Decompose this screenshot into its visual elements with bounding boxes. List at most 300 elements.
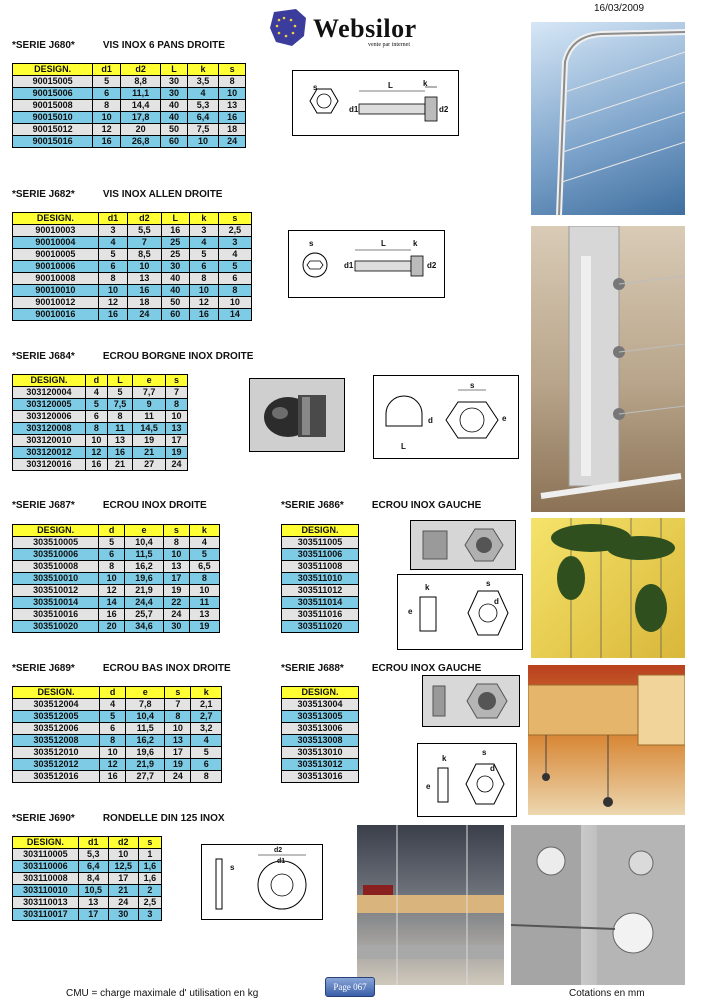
table-cell: 10 <box>218 297 251 309</box>
table-cell: 26,8 <box>121 136 161 148</box>
table-cell: 303511012 <box>282 585 359 597</box>
table-cell: 18 <box>219 124 246 136</box>
column-header: d1 <box>93 64 121 76</box>
table-cell: 303512016 <box>13 771 100 783</box>
logo: Websilor <box>313 14 417 43</box>
table-cell: 20 <box>99 621 125 633</box>
table-cell: 303510016 <box>13 609 99 621</box>
table-cell: 303110017 <box>13 909 79 921</box>
column-header: s <box>166 375 188 387</box>
column-header: d2 <box>108 837 138 849</box>
table-row <box>13 549 220 561</box>
table-cell: 303120008 <box>13 423 86 435</box>
table-cell: 20 <box>121 124 161 136</box>
table-cell: 50 <box>161 124 188 136</box>
table-cell: 8 <box>218 285 251 297</box>
table-cell: 8,4 <box>78 873 108 885</box>
table-row <box>13 909 162 921</box>
table-cell: 13 <box>189 609 219 621</box>
diagram-label: e <box>426 782 431 791</box>
table-cell: 5 <box>191 747 222 759</box>
table-cell: 303511014 <box>282 597 359 609</box>
table-cell: 3 <box>190 225 219 237</box>
table-cell: 13 <box>128 273 161 285</box>
table-row <box>13 711 222 723</box>
table-cell: 12 <box>100 759 126 771</box>
table-cell: 19 <box>189 621 219 633</box>
table-cell: 16 <box>219 112 246 124</box>
table-cell: 90010008 <box>13 273 99 285</box>
table-cell: 11,1 <box>121 88 161 100</box>
spec-table-j689 <box>12 686 222 783</box>
table-cell: 25 <box>161 237 190 249</box>
table-cell: 303513004 <box>282 699 359 711</box>
table-cell: 14 <box>99 597 125 609</box>
table-cell: 6 <box>93 88 121 100</box>
table-cell: 8,8 <box>121 76 161 88</box>
table-cell: 6 <box>99 549 125 561</box>
table-cell: 303510020 <box>13 621 99 633</box>
table-cell: 303513016 <box>282 771 359 783</box>
diagram-label: s <box>486 579 491 588</box>
photo-thin-nut <box>422 675 520 727</box>
table-cell: 7,5 <box>187 124 218 136</box>
table-cell: 5,3 <box>78 849 108 861</box>
table-cell: 8 <box>190 273 219 285</box>
table-cell: 8 <box>165 711 191 723</box>
spec-table-j682 <box>12 212 252 321</box>
table-cell: 90010010 <box>13 285 99 297</box>
series-j686-heading: *SERIE J686* ECROU INOX GAUCHE <box>281 500 482 511</box>
table-cell: 6,4 <box>78 861 108 873</box>
table-row <box>13 225 252 237</box>
column-header: DESIGN. <box>13 375 86 387</box>
table-cell: 22 <box>163 597 189 609</box>
table-row <box>13 249 252 261</box>
table-cell: 5,5 <box>128 225 161 237</box>
table-cell: 12 <box>98 297 128 309</box>
table-cell: 3,5 <box>187 76 218 88</box>
table-cell: 13 <box>166 423 188 435</box>
column-header: s <box>219 64 246 76</box>
table-cell: 16 <box>85 459 107 471</box>
diagram-label: e <box>502 414 507 423</box>
table-cell: 5 <box>100 711 126 723</box>
table-cell: 19 <box>163 585 189 597</box>
table-cell: 16 <box>93 136 121 148</box>
table-cell: 60 <box>161 136 188 148</box>
table-cell: 7,8 <box>126 699 165 711</box>
series-j689-heading: *SERIE J689* ECROU BAS INOX DROITE <box>12 663 231 674</box>
table-cell: 90010004 <box>13 237 99 249</box>
table-cell: 16 <box>107 447 133 459</box>
table-cell: 2,7 <box>191 711 222 723</box>
table-header-row <box>282 525 359 537</box>
table-cell: 14,5 <box>133 423 166 435</box>
table-cell: 7,7 <box>133 387 166 399</box>
column-header: DESIGN. <box>282 687 359 699</box>
table-cell: 10 <box>108 849 138 861</box>
table-cell: 24 <box>219 136 246 148</box>
table-row <box>282 723 359 735</box>
column-header: DESIGN. <box>13 213 99 225</box>
table-cell: 13 <box>107 435 133 447</box>
table-row <box>13 873 162 885</box>
table-cell: 12 <box>99 585 125 597</box>
table-header-row <box>13 687 222 699</box>
table-cell: 16 <box>190 309 219 321</box>
footer-cmu-note: CMU = charge maximale d' utilisation en kg <box>66 988 259 999</box>
diagram-label: d2 <box>439 105 449 114</box>
table-cell: 40 <box>161 112 188 124</box>
photo-glass-railing <box>531 22 685 215</box>
table-cell: 10 <box>190 285 219 297</box>
table-cell: 40 <box>161 285 190 297</box>
column-header: DESIGN. <box>282 525 359 537</box>
table-row <box>13 136 246 148</box>
table-cell: 5,3 <box>187 100 218 112</box>
table-cell: 4 <box>98 237 128 249</box>
table-cell: 24 <box>166 459 188 471</box>
table-cell: 4 <box>218 249 251 261</box>
table-cell: 1,6 <box>138 873 161 885</box>
series-j688-heading: *SERIE J688* ECROU INOX GAUCHE <box>281 663 482 674</box>
table-cell: 10 <box>128 261 161 273</box>
table-cell: 6 <box>85 411 107 423</box>
series-j687-heading: *SERIE J687* ECROU INOX DROITE <box>12 500 207 511</box>
table-cell: 17 <box>108 873 138 885</box>
table-row <box>282 585 359 597</box>
date: 16/03/2009 <box>594 3 645 14</box>
table-row <box>282 747 359 759</box>
table-cell: 13 <box>165 735 191 747</box>
footer-units-note: Cotations en mm <box>569 988 645 999</box>
diagram-label: L <box>401 442 406 451</box>
table-cell: 12 <box>93 124 121 136</box>
table-cell: 90015006 <box>13 88 93 100</box>
table-row <box>13 112 246 124</box>
table-row <box>282 699 359 711</box>
table-header-row <box>13 213 252 225</box>
diagram-j682-allen-screw <box>288 230 445 298</box>
table-cell: 90015012 <box>13 124 93 136</box>
table-cell: 8 <box>100 735 126 747</box>
table-row <box>13 735 222 747</box>
table-cell: 11 <box>189 597 219 609</box>
table-row <box>13 100 246 112</box>
table-cell: 34,6 <box>125 621 164 633</box>
table-header-row <box>13 837 162 849</box>
diagram-j684-acorn-nut <box>373 375 519 459</box>
table-row <box>13 885 162 897</box>
table-cell: 11 <box>133 411 166 423</box>
diagram-label: k <box>423 79 428 88</box>
table-cell: 4 <box>189 537 219 549</box>
table-cell: 24 <box>163 609 189 621</box>
table-row <box>282 735 359 747</box>
table-cell: 27 <box>133 459 166 471</box>
table-cell: 7 <box>166 387 188 399</box>
diagram-label: s <box>230 863 235 872</box>
table-cell: 19,6 <box>125 573 164 585</box>
table-cell: 7 <box>128 237 161 249</box>
table-row <box>13 285 252 297</box>
column-header: d2 <box>128 213 161 225</box>
table-cell: 7 <box>165 699 191 711</box>
table-cell: 90015005 <box>13 76 93 88</box>
table-row <box>13 561 220 573</box>
column-header: DESIGN. <box>13 64 93 76</box>
table-cell: 17 <box>166 435 188 447</box>
table-cell: 13 <box>219 100 246 112</box>
table-cell: 30 <box>108 909 138 921</box>
table-cell: 19 <box>165 759 191 771</box>
table-cell: 303110013 <box>13 897 79 909</box>
table-cell: 21,9 <box>126 759 165 771</box>
table-cell: 9 <box>133 399 166 411</box>
table-cell: 303510010 <box>13 573 99 585</box>
table-cell: 10 <box>100 747 126 759</box>
table-cell: 19 <box>166 447 188 459</box>
table-row <box>13 399 188 411</box>
table-cell: 12 <box>190 297 219 309</box>
table-cell: 3 <box>98 225 128 237</box>
series-j690-heading: *SERIE J690* RONDELLE DIN 125 INOX <box>12 813 225 824</box>
table-cell: 303510005 <box>13 537 99 549</box>
table-cell: 303512010 <box>13 747 100 759</box>
table-cell: 14 <box>218 309 251 321</box>
table-row <box>13 88 246 100</box>
column-header: d <box>99 525 125 537</box>
diagram-label: L <box>381 239 386 248</box>
diagram-label: s <box>470 381 475 390</box>
table-cell: 10 <box>85 435 107 447</box>
table-cell: 19,6 <box>126 747 165 759</box>
table-cell: 6 <box>218 273 251 285</box>
column-header: d2 <box>121 64 161 76</box>
table-row <box>13 597 220 609</box>
diagram-label: d <box>494 597 499 606</box>
diagram-label: e <box>408 607 413 616</box>
table-cell: 3 <box>138 909 161 921</box>
column-header: d <box>100 687 126 699</box>
spec-table-j690 <box>12 836 162 921</box>
table-cell: 4 <box>191 735 222 747</box>
table-cell: 4 <box>187 88 218 100</box>
diagram-label: k <box>425 583 430 592</box>
table-row <box>13 849 162 861</box>
table-cell: 5 <box>85 399 107 411</box>
table-row <box>13 573 220 585</box>
photo-acorn-nut <box>249 378 345 452</box>
table-cell: 30 <box>163 621 189 633</box>
diagram-label: L <box>388 81 393 90</box>
table-cell: 25 <box>161 249 190 261</box>
diagram-label: k <box>442 754 447 763</box>
table-cell: 21 <box>108 885 138 897</box>
table-row <box>13 387 188 399</box>
table-row <box>13 747 222 759</box>
table-cell: 30 <box>161 261 190 273</box>
table-cell: 8 <box>189 573 219 585</box>
table-cell: 303511006 <box>282 549 359 561</box>
diagram-label: d <box>428 416 433 425</box>
table-row <box>13 861 162 873</box>
table-cell: 24 <box>128 309 161 321</box>
table-cell: 4 <box>100 699 126 711</box>
table-cell: 50 <box>161 297 190 309</box>
table-cell: 16 <box>100 771 126 783</box>
table-row <box>282 759 359 771</box>
table-row <box>282 609 359 621</box>
table-cell: 303511016 <box>282 609 359 621</box>
photo-steel-nuts-closeup <box>511 825 685 985</box>
table-cell: 21,9 <box>125 585 164 597</box>
table-cell: 90015016 <box>13 136 93 148</box>
table-cell: 6 <box>190 261 219 273</box>
diagram-j680-hex-screw <box>292 70 459 136</box>
column-header: k <box>189 525 219 537</box>
photo-interior-shelves <box>357 825 504 985</box>
table-cell: 303110006 <box>13 861 79 873</box>
table-cell: 8 <box>98 273 128 285</box>
table-cell: 11 <box>107 423 133 435</box>
table-row <box>13 435 188 447</box>
table-cell: 1,6 <box>138 861 161 873</box>
table-cell: 10 <box>187 136 218 148</box>
table-row <box>13 585 220 597</box>
diagram-label: s <box>309 239 314 248</box>
table-row <box>13 759 222 771</box>
table-cell: 6 <box>98 261 128 273</box>
table-cell: 6 <box>100 723 126 735</box>
table-cell: 10 <box>98 285 128 297</box>
table-cell: 303510008 <box>13 561 99 573</box>
table-cell: 8,5 <box>128 249 161 261</box>
table-cell: 13 <box>78 897 108 909</box>
table-cell: 303512006 <box>13 723 100 735</box>
table-row <box>282 711 359 723</box>
table-cell: 303510012 <box>13 585 99 597</box>
diagram-label: d <box>490 764 495 773</box>
table-cell: 6,4 <box>187 112 218 124</box>
table-cell: 8 <box>219 76 246 88</box>
page-number-button[interactable]: Page 067 <box>325 977 375 997</box>
table-cell: 2,5 <box>218 225 251 237</box>
table-cell: 90010005 <box>13 249 99 261</box>
table-cell: 4 <box>190 237 219 249</box>
table-cell: 40 <box>161 273 190 285</box>
table-cell: 8 <box>85 423 107 435</box>
table-cell: 3,2 <box>191 723 222 735</box>
table-row <box>13 447 188 459</box>
table-cell: 303512005 <box>13 711 100 723</box>
table-row <box>13 423 188 435</box>
diagram-label: k <box>413 239 418 248</box>
table-row <box>13 609 220 621</box>
table-row <box>282 621 359 633</box>
table-cell: 90010003 <box>13 225 99 237</box>
table-cell: 10,4 <box>125 537 164 549</box>
series-j682-heading: *SERIE J682* VIS INOX ALLEN DROITE <box>12 189 223 200</box>
table-cell: 25,7 <box>125 609 164 621</box>
table-cell: 17 <box>78 909 108 921</box>
diagram-label: d2 <box>427 261 437 270</box>
column-header: e <box>126 687 165 699</box>
column-header: s <box>163 525 189 537</box>
logo-tagline: vente par internet <box>368 42 410 48</box>
table-row <box>13 309 252 321</box>
table-cell: 8 <box>99 561 125 573</box>
table-cell: 5 <box>93 76 121 88</box>
column-header: DESIGN. <box>13 687 100 699</box>
table-cell: 8 <box>166 399 188 411</box>
series-j684-heading: *SERIE J684* ECROU BORGNE INOX DROITE <box>12 351 254 362</box>
table-cell: 90015010 <box>13 112 93 124</box>
table-cell: 303511020 <box>282 621 359 633</box>
table-cell: 303513006 <box>282 723 359 735</box>
table-cell: 40 <box>161 100 188 112</box>
table-row <box>13 459 188 471</box>
diagram-label: s <box>313 83 318 92</box>
table-cell: 24 <box>165 771 191 783</box>
diagram-label: d2 <box>274 847 283 854</box>
table-cell: 303110010 <box>13 885 79 897</box>
table-cell: 17 <box>163 573 189 585</box>
diagram-j690-washer <box>201 844 323 920</box>
table-cell: 303513008 <box>282 735 359 747</box>
table-cell: 90010006 <box>13 261 99 273</box>
table-cell: 18 <box>128 297 161 309</box>
table-cell: 303512008 <box>13 735 100 747</box>
table-cell: 303510006 <box>13 549 99 561</box>
spec-table-j680 <box>12 63 246 148</box>
spec-table-j684 <box>12 374 188 471</box>
table-cell: 27,7 <box>126 771 165 783</box>
table-cell: 16,2 <box>125 561 164 573</box>
table-cell: 2 <box>138 885 161 897</box>
photo-shelf-cables <box>528 665 685 815</box>
table-cell: 5 <box>218 261 251 273</box>
table-cell: 11,5 <box>126 723 165 735</box>
column-header: k <box>191 687 222 699</box>
table-row <box>13 537 220 549</box>
diagram-j686-hex-nut <box>397 574 523 650</box>
diagram-label: d1 <box>349 105 359 114</box>
table-cell: 5 <box>99 537 125 549</box>
table-cell: 2,5 <box>138 897 161 909</box>
diagram-label: s <box>482 748 487 757</box>
table-row <box>13 621 220 633</box>
table-cell: 16 <box>99 609 125 621</box>
table-cell: 8 <box>93 100 121 112</box>
table-cell: 303513010 <box>282 747 359 759</box>
table-row <box>282 549 359 561</box>
table-cell: 16 <box>128 285 161 297</box>
table-cell: 14,4 <box>121 100 161 112</box>
table-cell: 303120012 <box>13 447 86 459</box>
table-cell: 90015008 <box>13 100 93 112</box>
table-cell: 13 <box>163 561 189 573</box>
table-cell: 6,5 <box>189 561 219 573</box>
table-cell: 90010012 <box>13 297 99 309</box>
photo-hex-nut <box>410 520 516 570</box>
table-cell: 19 <box>133 435 166 447</box>
table-cell: 10 <box>219 88 246 100</box>
table-row <box>13 723 222 735</box>
table-cell: 8 <box>191 771 222 783</box>
column-header: e <box>133 375 166 387</box>
